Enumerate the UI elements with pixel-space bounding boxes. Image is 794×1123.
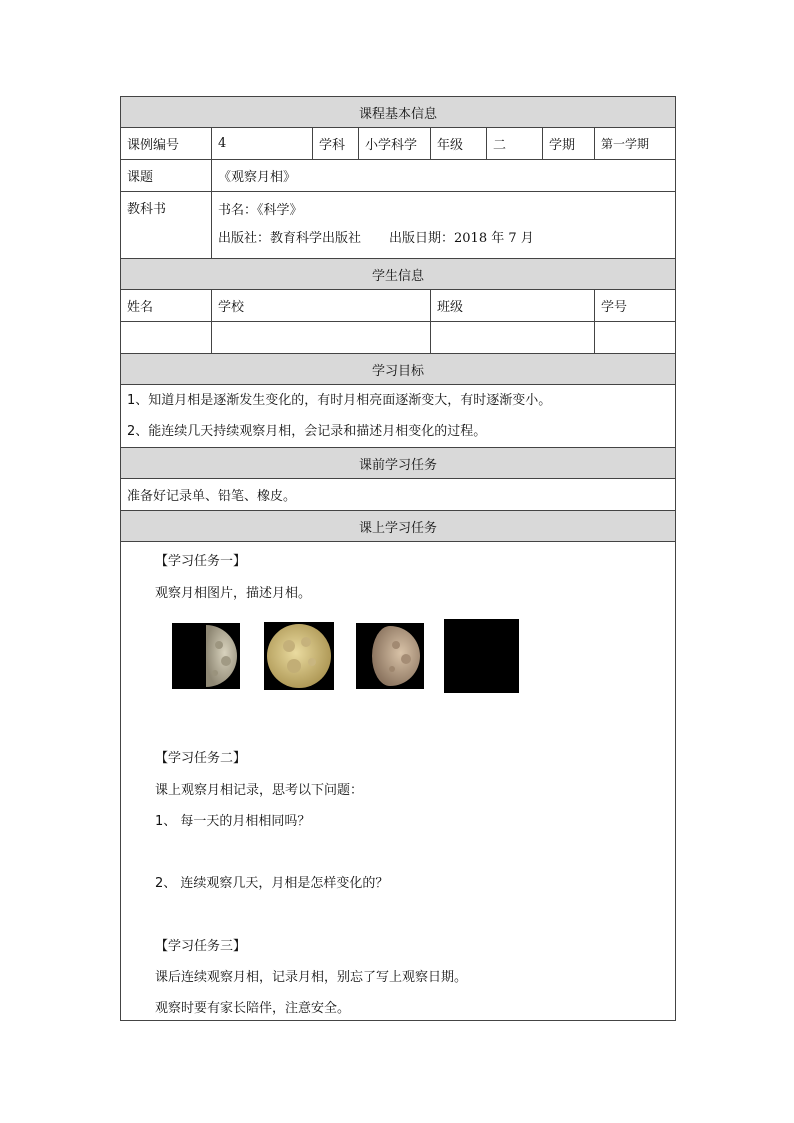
topic-label: 课题 bbox=[121, 160, 212, 192]
goals-header: 学习目标 bbox=[121, 354, 676, 385]
task2-question-1: 1、 每一天的月相相同吗？ bbox=[155, 814, 311, 829]
subject-label: 学科 bbox=[313, 128, 359, 160]
crescent-moon-image bbox=[444, 619, 519, 693]
name-label: 姓名 bbox=[121, 290, 212, 322]
goals-row bbox=[121, 385, 676, 448]
waxing-gibbous-moon-image bbox=[356, 623, 424, 689]
book-name: 书名：《科学》 bbox=[218, 203, 303, 218]
course-info-header: 课程基本信息 bbox=[121, 97, 676, 128]
full-moon-image bbox=[264, 622, 334, 690]
book-publish-line bbox=[218, 225, 669, 253]
topic-value: 《观察月相》 bbox=[212, 160, 676, 192]
goals-header-row bbox=[121, 354, 676, 385]
textbook-row bbox=[121, 192, 676, 259]
task3-title: 【学习任务三】 bbox=[155, 939, 247, 954]
task2-intro: 课上观察月相记录，思考以下问题： bbox=[155, 783, 364, 798]
term-value: 第一学期 bbox=[595, 128, 676, 160]
class-label: 班级 bbox=[431, 290, 595, 322]
task1-text: 观察月相图片，描述月相。 bbox=[155, 586, 312, 601]
lesson-no-label: 课例编号 bbox=[121, 128, 212, 160]
pre-task-text: 准备好记录单、铅笔、橡皮。 bbox=[121, 479, 676, 511]
student-input-row bbox=[121, 322, 676, 354]
book-publisher: 出版社：教育科学出版社 bbox=[218, 231, 362, 246]
task1-title: 【学习任务一】 bbox=[155, 554, 247, 569]
school-field[interactable] bbox=[212, 322, 431, 354]
student-id-label: 学号 bbox=[595, 290, 676, 322]
subject-value: 小学科学 bbox=[359, 128, 431, 160]
pre-task-row bbox=[121, 479, 676, 511]
first-quarter-moon-image bbox=[172, 623, 240, 689]
textbook-label: 教科书 bbox=[121, 192, 212, 259]
school-label: 学校 bbox=[212, 290, 431, 322]
lesson-worksheet bbox=[120, 96, 675, 1021]
goals-list bbox=[121, 385, 676, 448]
worksheet-table bbox=[120, 96, 676, 1021]
term-label: 学期 bbox=[543, 128, 595, 160]
course-meta-row bbox=[121, 128, 676, 160]
class-task-content bbox=[121, 542, 676, 1021]
lesson-no-value: 4 bbox=[212, 128, 313, 160]
student-id-field[interactable] bbox=[595, 322, 676, 354]
task2-title: 【学习任务二】 bbox=[155, 751, 247, 766]
student-info-header-row bbox=[121, 259, 676, 290]
topic-row bbox=[121, 160, 676, 192]
textbook-info bbox=[212, 192, 676, 259]
student-label-row bbox=[121, 290, 676, 322]
task3-line-2: 观察时要有家长陪伴，注意安全。 bbox=[155, 1001, 351, 1016]
name-field[interactable] bbox=[121, 322, 212, 354]
grade-value: 二 bbox=[487, 128, 543, 160]
class-field[interactable] bbox=[431, 322, 595, 354]
goal-item: 2、能连续几天持续观察月相，会记录和描述月相变化的过程。 bbox=[127, 424, 487, 439]
grade-label: 年级 bbox=[431, 128, 487, 160]
pre-task-header-row bbox=[121, 448, 676, 479]
pre-task-header: 课前学习任务 bbox=[121, 448, 676, 479]
goal-item: 1、知道月相是逐渐发生变化的，有时月相亮面逐渐变大，有时逐渐变小。 bbox=[127, 393, 552, 408]
student-info-header: 学生信息 bbox=[121, 259, 676, 290]
task2-question-2: 2、 连续观察几天，月相是怎样变化的？ bbox=[155, 876, 389, 891]
class-task-header: 课上学习任务 bbox=[121, 511, 676, 542]
book-pub-date: 出版日期：2018 年 7 月 bbox=[389, 231, 534, 246]
class-task-header-row bbox=[121, 511, 676, 542]
task3-line-1: 课后连续观察月相，记录月相，别忘了写上观察日期。 bbox=[155, 970, 468, 985]
class-task-row bbox=[121, 542, 676, 1021]
course-info-header-row bbox=[121, 97, 676, 128]
